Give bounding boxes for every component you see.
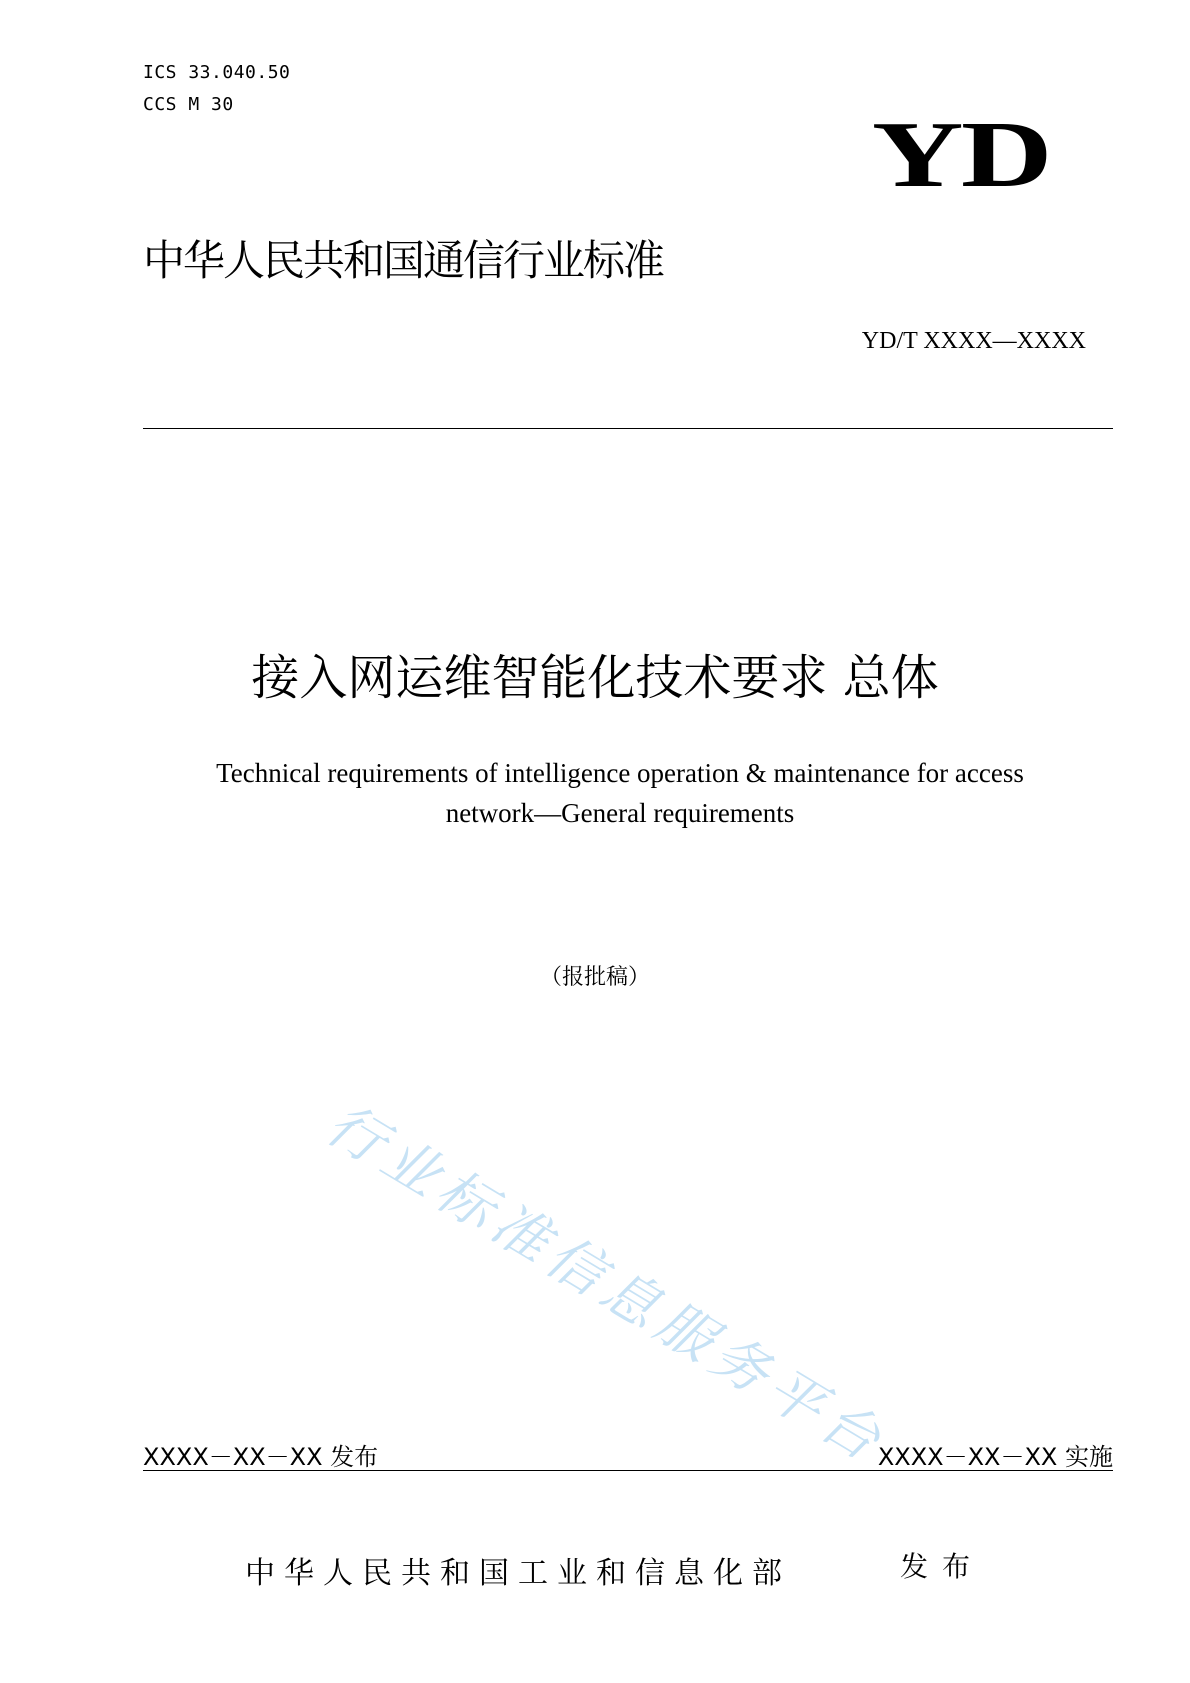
- english-title-line-2: network—General requirements: [445, 798, 795, 828]
- ccs-code: CCS M 30: [143, 94, 234, 115]
- issuing-ministry: 中华人民共和国工业和信息化部: [245, 1556, 791, 1591]
- yd-logo: YD: [872, 103, 1050, 207]
- watermark: 行业标准信息服务平台: [315, 1091, 898, 1477]
- chinese-title: 接入网运维智能化技术要求 总体: [251, 650, 939, 706]
- draft-status-note: （报批稿）: [539, 965, 650, 990]
- english-title-line-1: Technical requirements of intelligence operation & maintenance for access: [216, 758, 1024, 788]
- publish-date: XXXX－XX－XX 发布: [143, 1443, 379, 1471]
- standard-number: YD/T XXXX—XXXX: [861, 328, 1086, 354]
- ics-code: ICS 33.040.50: [143, 62, 291, 83]
- implement-date: XXXX－XX－XX 实施: [877, 1443, 1113, 1471]
- bottom-divider: [143, 1470, 1113, 1471]
- english-title: [160, 753, 1080, 833]
- top-divider: [143, 428, 1113, 429]
- issue-label: 发布: [900, 1550, 985, 1583]
- standard-category-title: 中华人民共和国通信行业标准: [143, 236, 664, 285]
